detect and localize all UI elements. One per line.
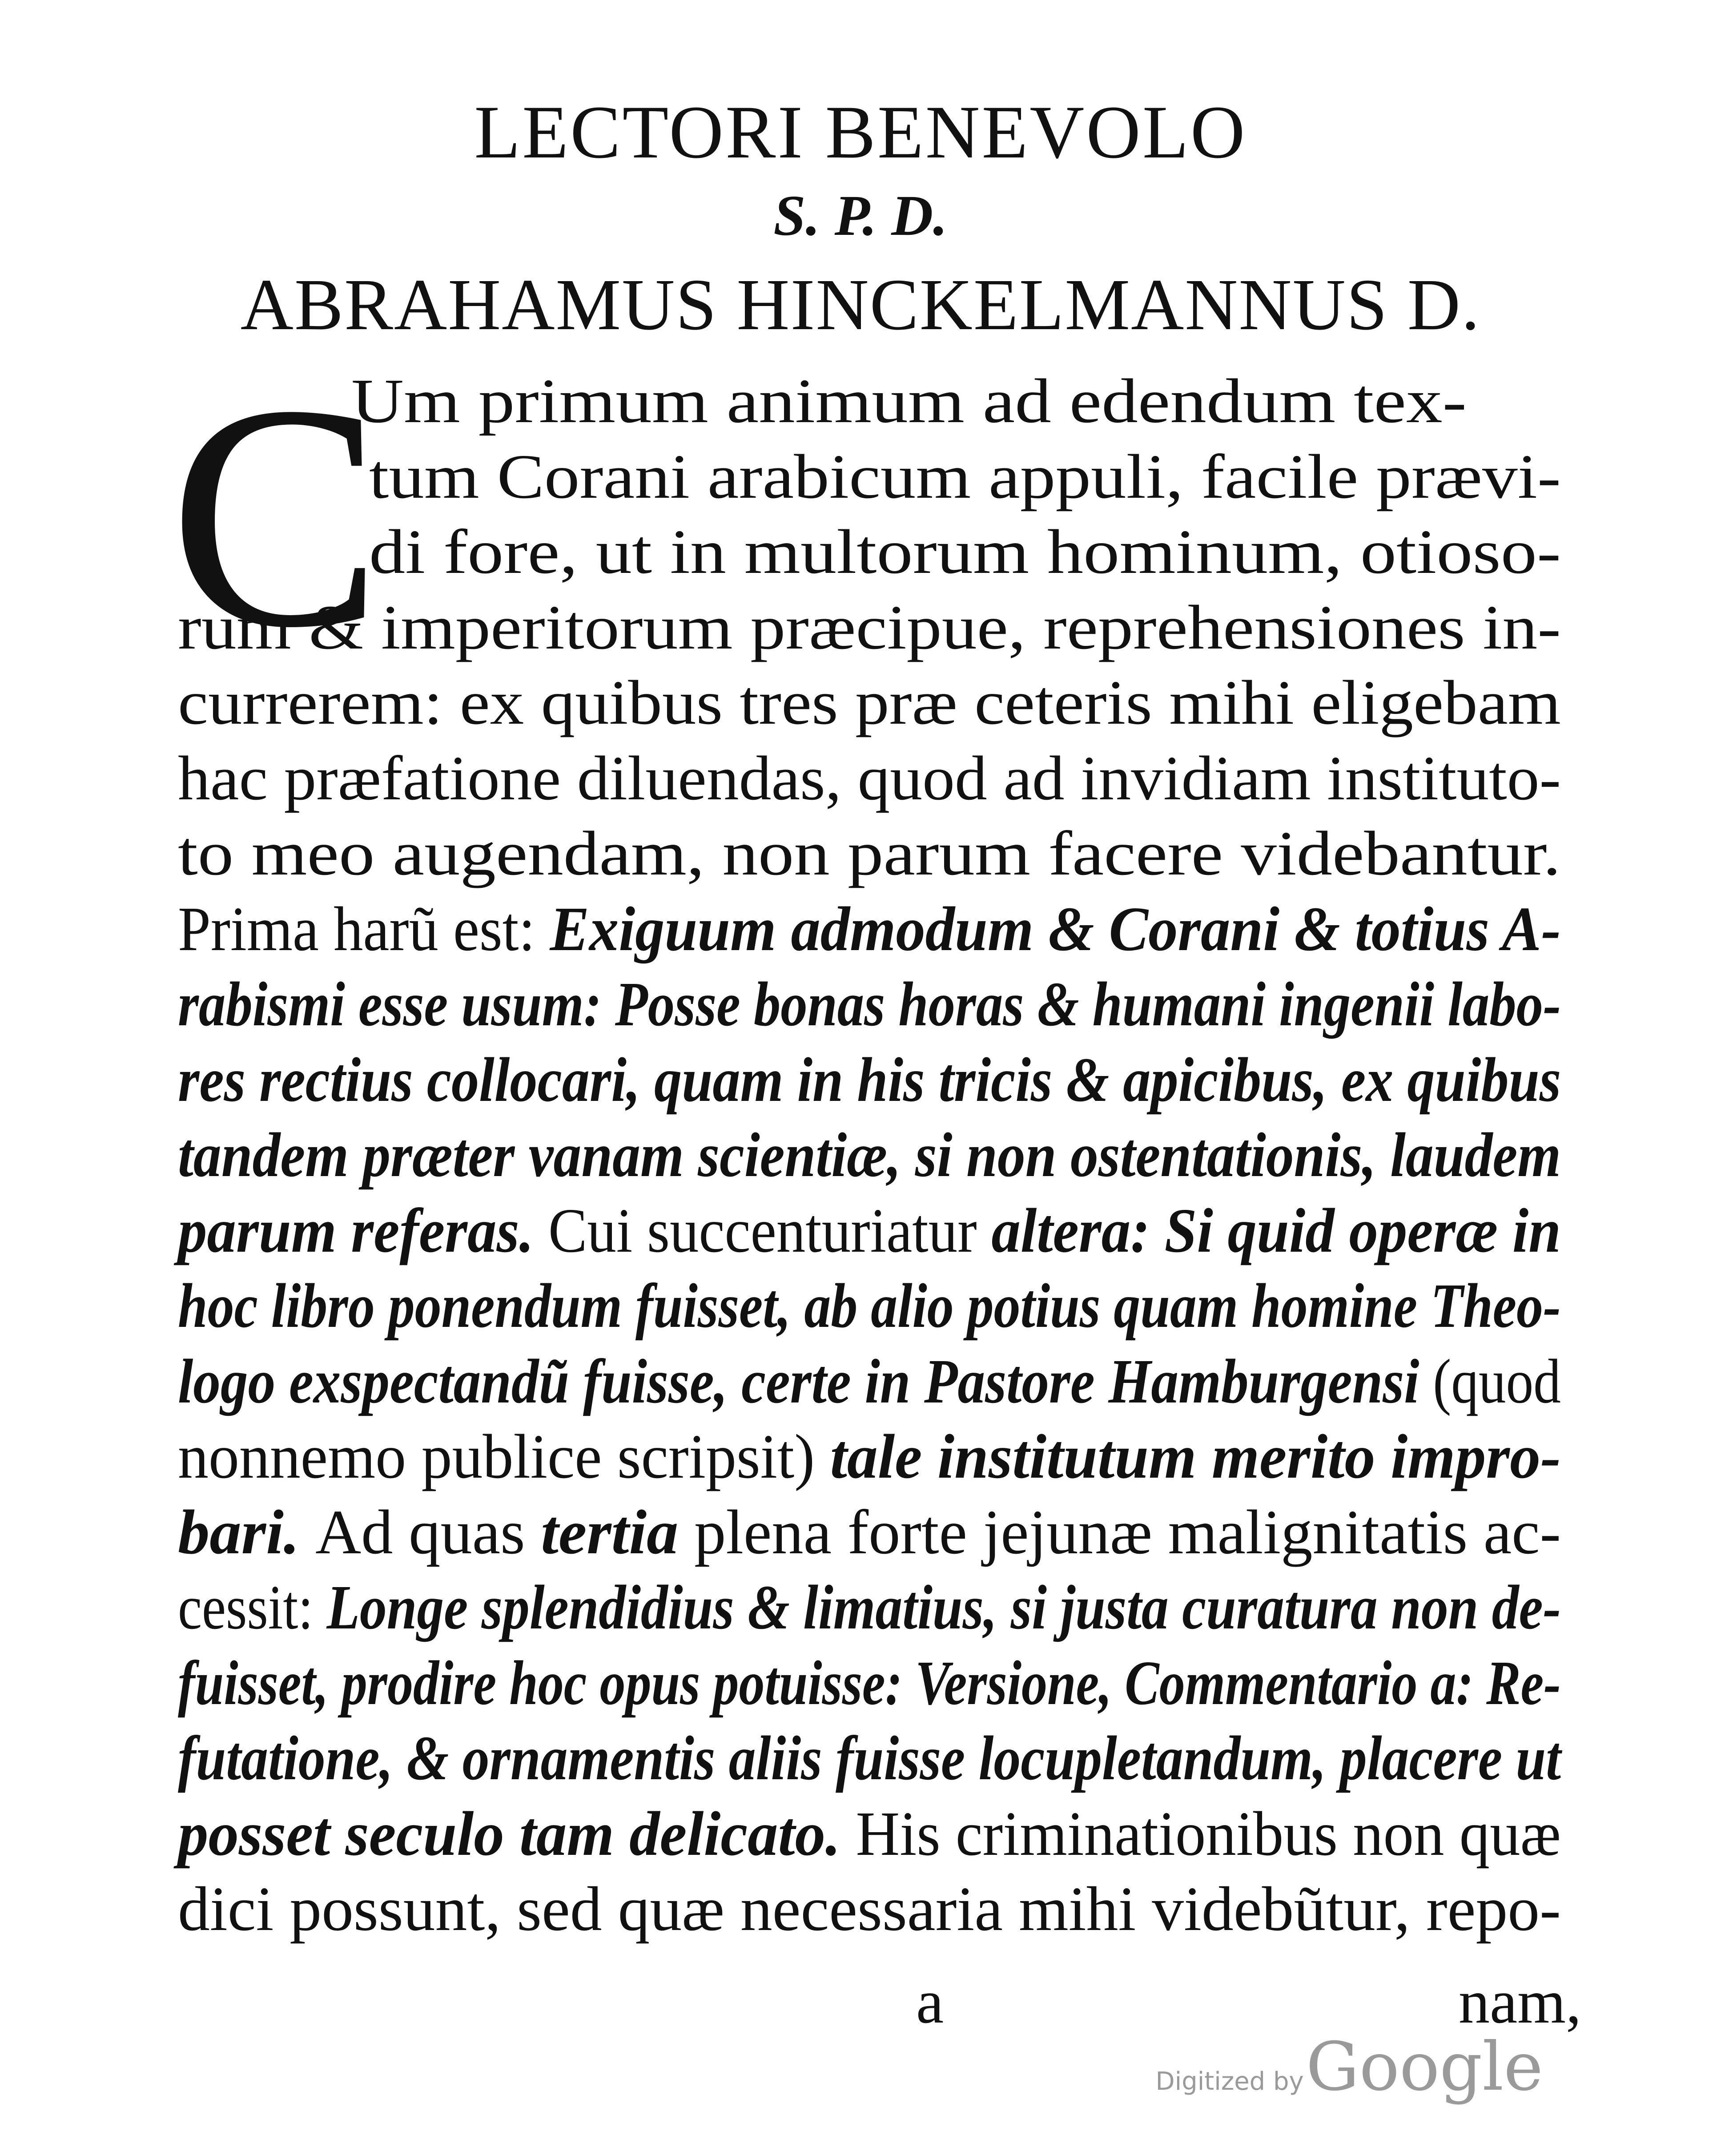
catchword: nam, — [1459, 1967, 1582, 2036]
roman-run: to meo augendam, non parum facere videbantur. — [178, 818, 1561, 888]
italic-run: rabismi esse usum: Posse bonas horas & humani ingenii labo- — [178, 969, 1561, 1039]
text-line — [178, 1120, 1561, 1190]
roman-run: plena forte jejunæ malignitatis ac- — [694, 1496, 1561, 1567]
text-line — [178, 1346, 1561, 1416]
roman-run: His criminationibus non quæ — [856, 1798, 1561, 1869]
roman-run: Cui succenturiatur — [548, 1195, 992, 1265]
heading-title: LECTORI BENEVOLO — [474, 90, 1247, 174]
heading-salutation: S. P. D. — [773, 184, 948, 248]
italic-run: Longe splendidius & limatius, si justa curatura non de- — [326, 1572, 1561, 1642]
text-line — [351, 366, 1467, 436]
text-line — [178, 893, 1561, 964]
digitized-stamp — [1156, 2028, 1543, 2106]
italic-run: posset seculo tam delicato. — [178, 1798, 856, 1869]
text-line — [178, 1723, 1561, 1793]
text-line — [178, 1421, 1561, 1491]
text-line — [178, 1874, 1561, 1944]
italic-run: parum referas. — [178, 1195, 549, 1265]
text-line — [178, 1270, 1561, 1341]
text-line — [369, 441, 1561, 512]
italic-run: logo exspectandũ fuisse, certe in Pastore Hamburgensi — [178, 1346, 1433, 1416]
text-line — [178, 1572, 1561, 1642]
roman-run: cessit: — [178, 1572, 327, 1642]
italic-run: Exiguum admodum & Corani & totius A- — [550, 893, 1561, 964]
roman-run: Um primum animum ad edendum tex- — [351, 366, 1467, 436]
digitized-prefix: Digitized by — [1155, 2067, 1304, 2096]
text-line — [178, 969, 1561, 1039]
text-line — [178, 818, 1561, 888]
text-line — [178, 1798, 1561, 1869]
drop-cap: C — [169, 339, 383, 693]
text-line — [178, 742, 1561, 813]
text-line — [178, 1044, 1561, 1115]
text-line — [178, 1647, 1561, 1718]
italic-run: bari. — [178, 1496, 316, 1567]
roman-run: Ad quas — [315, 1496, 541, 1567]
roman-run: Prima harũ est: — [178, 893, 550, 964]
text-line — [369, 516, 1561, 587]
roman-run: nonnemo publice scripsit) — [178, 1421, 830, 1491]
text-line — [178, 667, 1561, 737]
italic-run: tandem præter vanam scientiæ, si non ostentationis, laudem — [178, 1120, 1561, 1190]
text-line — [178, 592, 1561, 662]
italic-run: res rectius collocari, quam in his tricis & apicibus, ex quibus — [178, 1044, 1561, 1115]
text-line — [178, 1496, 1561, 1567]
roman-run: di fore, ut in multorum hominum, otioso- — [369, 516, 1561, 587]
text-line — [178, 1195, 1561, 1265]
roman-run: (quod — [1433, 1346, 1561, 1416]
italic-run: futatione, & ornamentis aliis fuisse locupletandum, placere ut — [178, 1723, 1561, 1793]
heading-author: ABRAHAMUS HINCKELMANNUS D. — [240, 264, 1481, 345]
italic-run: tertia — [541, 1496, 695, 1567]
roman-run: dici possunt, sed quæ necessaria mihi videbũtur, repo- — [178, 1874, 1561, 1944]
roman-run: hac præfatione diluendas, quod ad invidiam instituto- — [178, 742, 1561, 813]
roman-run: rum & imperitorum præcipue, reprehensiones in- — [178, 592, 1561, 662]
roman-run: currerem: ex quibus tres præ ceteris mihi eligebam — [178, 667, 1561, 737]
signature-mark: a — [916, 1967, 944, 2036]
italic-run: tale institutum merito impro- — [830, 1421, 1561, 1491]
italic-run: altera: Si quid operæ in — [991, 1195, 1561, 1265]
italic-run: fuisset, prodire hoc opus potuisse: Versione, Commentario a: Re- — [178, 1647, 1561, 1718]
italic-run: hoc libro ponendum fuisset, ab alio potius quam homine Theo- — [178, 1270, 1561, 1341]
roman-run: tum Corani arabicum appuli, facile prævi- — [369, 441, 1561, 512]
google-logo: Google — [1306, 2028, 1543, 2106]
